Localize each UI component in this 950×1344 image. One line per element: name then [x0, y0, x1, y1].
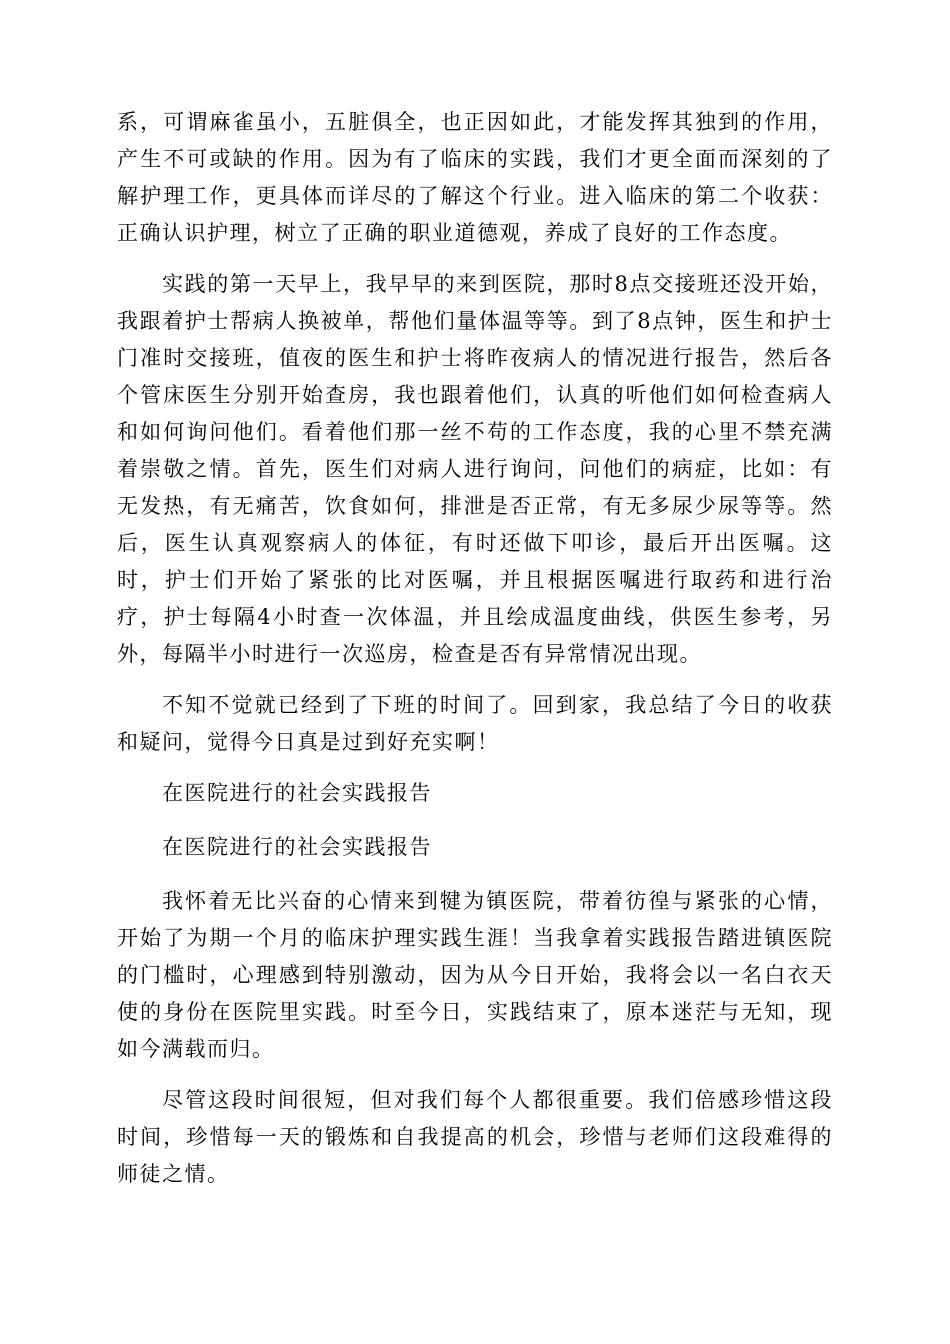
section-heading: 在医院进行的社会实践报告: [162, 781, 432, 805]
paragraph-end-of-day: 不知不觉就已经到了下班的时间了。回到家，我总结了今日的收获和疑问，觉得今日真是过到好充实啊！: [117, 693, 833, 754]
paragraph-continuation: 系，可谓麻雀虽小，五脏俱全，也正因如此，才能发挥其独到的作用，产生不可或缺的作用。因为有了临床的实践，我们才更全面而深刻的了解护理工作，更具体而详尽的了解这个行业。进入临床的第二个收获：正确认识护理，树立了正确的职业道德观，养成了良好的工作态度。: [117, 110, 833, 245]
paragraph-first-day: 实践的第一天早上，我早早的来到医院，那时8点交接班还没开始，我跟着护士帮病人换被单，帮他们量体温等等。到了8点钟，医生和护士门准时交接班，值夜的医生和护士将昨夜病人的情况进行报告，然后各个管床医生分别开始查房，我也跟着他们，认真的听他们如何检查病人和如何询问他们。看着他们那一丝不苟的工作态度，我的心里不禁充满着崇敬之情。首先，医生们对病人进行询问，问他们的病症，比如：有无发热，有无痛苦，饮食如何，排泄是否正常，有无多尿少尿等等。然后，医生认真观察病人的体征，有时还做下叩诊，最后开出医嘱。这时，护士们开始了紧张的比对医嘱，并且根据医嘱进行取药和进行治疗，护士每隔4小时查一次体温，并且绘成温度曲线，供医生参考，另外，每隔半小时进行一次巡房，检查是否有异常情况出现。: [117, 272, 833, 666]
paragraph-cherish-time: 尽管这段时间很短，但对我们每个人都很重要。我们倍感珍惜这段时间，珍惜每一天的锻炼和自我提高的机会，珍惜与老师们这段难得的师徒之情。: [117, 1088, 833, 1186]
paragraph-arrival: 我怀着无比兴奋的心情来到犍为镇医院，带着彷徨与紧张的心情，开始了为期一个月的临床护理实践生涯！当我拿着实践报告踏进镇医院的门槛时，心理感到特别激动，因为从今日开始，我将会以一名白衣天使的身份在医院里实践。时至今日，实践结束了，原本迷茫与无知，现如今满载而归。: [117, 889, 833, 1061]
document-body: [117, 104, 833, 1207]
section-heading-repeat: 在医院进行的社会实践报告: [162, 835, 432, 859]
